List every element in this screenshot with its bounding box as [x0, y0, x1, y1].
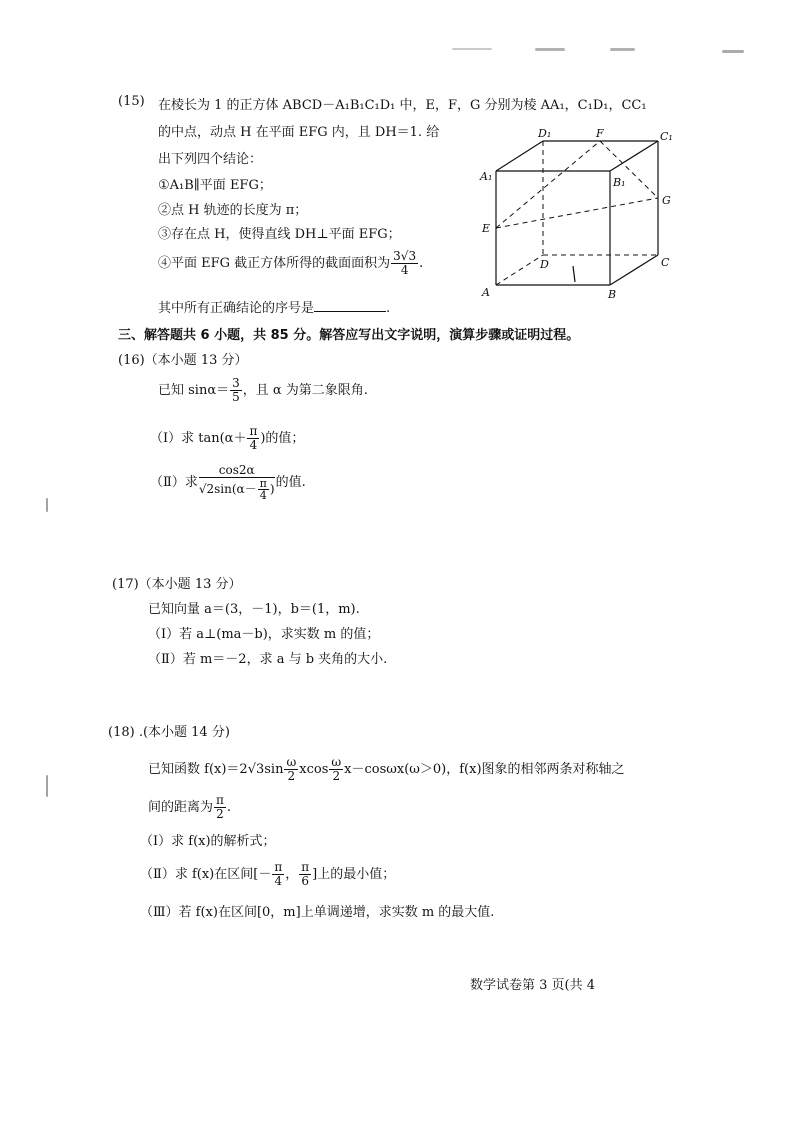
pen-mark	[573, 266, 575, 282]
scan-mark	[610, 48, 635, 51]
q18-given-pre: 已知函数 f(x)＝2√3sin	[148, 762, 284, 777]
segment-f-g	[600, 141, 658, 198]
q17-part-2: （Ⅱ）若 m＝－2，求 a 与 b 夹角的大小.	[148, 652, 388, 667]
q16-given	[158, 377, 368, 404]
label-b1: B₁	[613, 176, 626, 189]
fraction-denominator: 5	[232, 390, 240, 404]
fraction-denominator: 6	[301, 874, 309, 888]
fraction-denominator: 4	[249, 438, 258, 452]
scan-mark	[722, 50, 744, 53]
q17-part-1: （Ⅰ）若 a⊥(ma－b)，求实数 m 的值；	[148, 627, 380, 642]
q18-p2-comma: ，	[285, 867, 299, 882]
q18-p2-pre: （Ⅱ）求 f(x)在区间[－	[140, 867, 272, 882]
q18-given	[148, 756, 625, 783]
label-d1: D₁	[538, 127, 552, 140]
fraction-denominator: 2	[332, 769, 341, 783]
q18-p2-post: ]上的最小值；	[312, 867, 396, 882]
label-g: G	[662, 194, 671, 207]
page-footer: 数学试卷第 3 页(共 4	[470, 978, 596, 993]
q15-conclusion-3: ③存在点 H，使得直线 DH⊥平面 EFG；	[158, 227, 401, 242]
q15-c4-fraction	[391, 250, 418, 277]
fraction-numerator: π	[249, 424, 258, 438]
q15-conclusion-4	[158, 250, 423, 277]
edge-a1-d1	[496, 141, 543, 171]
q18-p2-fraction-2	[299, 861, 311, 888]
answer-blank	[314, 299, 386, 312]
denominator-pre: √2sin(α－	[198, 482, 257, 496]
q16-p1-fraction	[247, 425, 259, 452]
section-3-heading: 三、解答题共 6 小题，共 85 分。解答应写出文字说明，演算步骤或证明过程。	[118, 328, 580, 343]
fraction-numerator: 3	[232, 376, 240, 390]
fraction-numerator: ω	[331, 755, 342, 769]
q16-p2-pre: （Ⅱ）求	[150, 475, 198, 490]
q17-given: 已知向量 a＝(3，－1)，b＝(1，m).	[148, 602, 360, 617]
fraction-numerator: π	[301, 860, 310, 874]
edge-b-c	[610, 255, 658, 285]
q18-part-2	[140, 861, 395, 888]
fraction-numerator: π	[274, 860, 283, 874]
fraction-numerator: ω	[286, 755, 297, 769]
q17-header: (17)（本小题 13 分）	[112, 577, 242, 592]
q18-given-mid: xcos	[299, 762, 329, 777]
scan-mark	[535, 48, 565, 51]
label-d: D	[540, 258, 549, 271]
q18-given-post: x－cosωx(ω＞0)，f(x)图象的相邻两条对称轴之	[344, 762, 625, 777]
q16-p2-fraction	[199, 464, 275, 501]
denominator-post: )	[269, 482, 275, 496]
segment-e-f	[496, 141, 600, 228]
fraction-numerator: cos2α	[199, 464, 275, 478]
q15-conclusion-1: ①A₁B∥平面 EFG；	[158, 178, 272, 193]
q18-line2-fraction	[214, 794, 226, 821]
fraction-denominator	[199, 478, 275, 501]
fraction-denominator: 2	[287, 769, 296, 783]
cube-figure	[470, 120, 680, 305]
fraction-numerator: π	[216, 793, 224, 807]
label-c: C	[661, 256, 670, 269]
binding-mark	[46, 775, 48, 797]
q18-header: (18) .(本小题 14 分)	[108, 725, 230, 740]
q16-header: (16)（本小题 13 分）	[118, 353, 248, 368]
q16-p1-pre: （Ⅰ）求 tan(α＋	[150, 431, 247, 446]
q15-stem-line2: 的中点，动点 H 在平面 EFG 内，且 DH＝1. 给	[158, 125, 440, 140]
q16-part-1	[150, 425, 304, 452]
label-f: F	[596, 127, 604, 140]
q15-conclusion-2: ②点 H 轨迹的长度为 π；	[158, 203, 308, 218]
q18-part-1: （Ⅰ）求 f(x)的解析式；	[140, 834, 276, 849]
q15-c4-text: ④平面 EFG 截正方体所得的截面面积为	[158, 256, 391, 271]
q18-part-3: （Ⅲ）若 f(x)在区间[0，m]上单调递增，求实数 m 的最大值.	[140, 905, 495, 920]
label-e: E	[482, 222, 491, 235]
fraction-denominator: 4	[274, 874, 283, 888]
binding-mark	[46, 498, 48, 512]
q16-given-post: ，且 α 为第二象限角.	[242, 383, 368, 398]
q18-given-line2	[148, 794, 231, 821]
denominator-fraction	[258, 478, 269, 501]
hidden-edge-a-d	[496, 255, 543, 285]
q15-question-text: 其中所有正确结论的序号是	[158, 301, 315, 316]
q16-p2-post: 的值.	[275, 475, 306, 490]
label-a1: A₁	[480, 170, 493, 183]
fraction-denominator: 2	[216, 807, 224, 821]
q18-p2-fraction-1	[272, 861, 284, 888]
q15-question-end: .	[386, 301, 391, 316]
label-a: A	[482, 286, 490, 299]
q15-question	[158, 297, 390, 316]
fraction-numerator: π	[259, 477, 267, 490]
edge-b1-c1	[610, 141, 658, 171]
q18-given-fraction-1	[284, 756, 298, 783]
segment-e-g	[496, 198, 658, 228]
q15-number: (15)	[118, 94, 145, 109]
q18-given-fraction-2	[329, 756, 343, 783]
q18-line2-post: .	[226, 800, 232, 815]
label-b: B	[608, 288, 617, 301]
q18-line2-pre: 间的距离为	[148, 800, 214, 815]
fraction-denominator: 4	[400, 263, 409, 277]
q15-stem-line1: 在棱长为 1 的正方体 ABCD－A₁B₁C₁D₁ 中，E，F，G 分别为棱 AA₁，C₁D₁，CC₁	[158, 98, 647, 113]
q15-c4-end: .	[419, 256, 424, 271]
q16-p1-post: )的值；	[260, 431, 305, 446]
fraction-denominator: 4	[259, 489, 267, 502]
q16-given-pre: 已知 sinα＝	[158, 383, 230, 398]
scan-mark	[452, 48, 492, 50]
q16-part-2	[150, 464, 306, 501]
q16-given-fraction	[230, 377, 242, 404]
q15-stem-line3: 出下列四个结论：	[158, 152, 263, 167]
label-c1: C₁	[660, 130, 673, 143]
fraction-numerator: 3√3	[393, 249, 417, 263]
